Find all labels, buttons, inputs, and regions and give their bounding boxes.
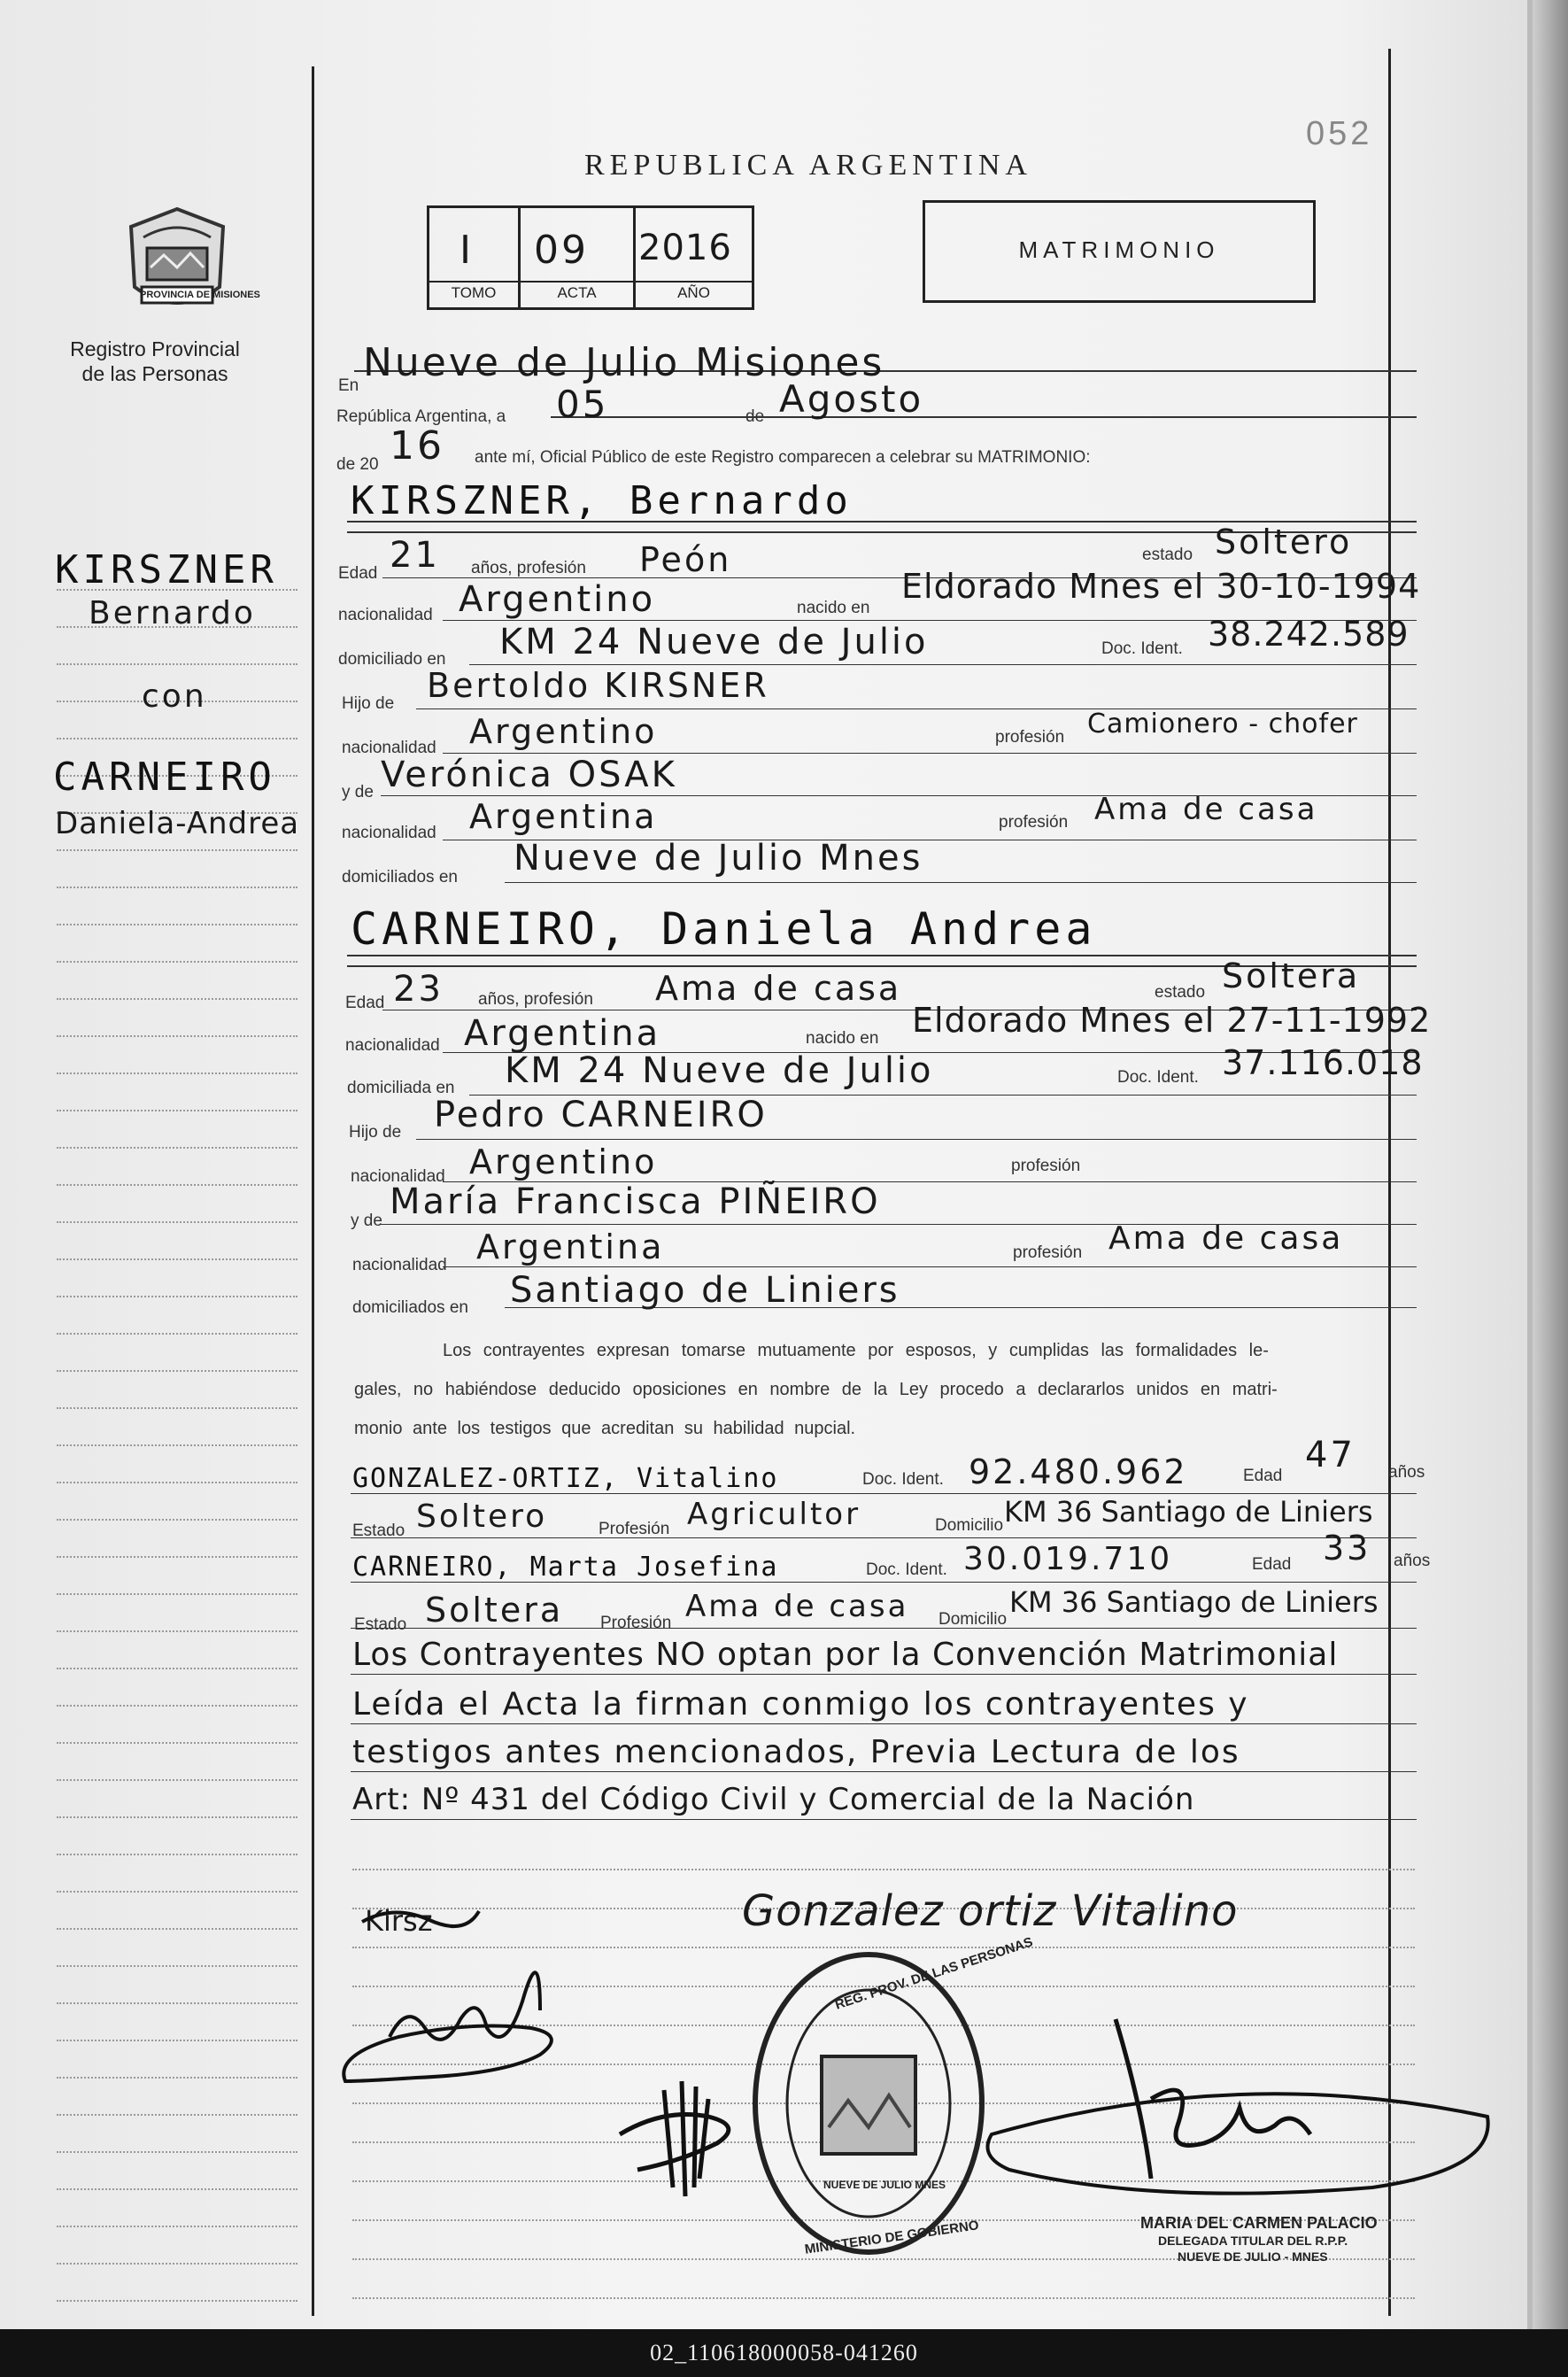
margin-dotted-line: [57, 2114, 297, 2116]
margin-dotted-line: [57, 1444, 297, 1446]
note-line-4: Art: Nº 431 del Código Civil y Comercial de la Nación: [352, 1782, 1195, 1817]
tomo-value: I: [460, 228, 474, 273]
margin-dotted-line: [57, 1035, 297, 1037]
bride-father: Pedro CARNEIRO: [434, 1095, 768, 1135]
bride-yde-label: y de: [351, 1212, 382, 1230]
book-edge: [1533, 0, 1568, 2329]
groom-hijo-label: Hijo de: [342, 694, 395, 713]
groom-signature: Kirsz: [365, 1904, 433, 1938]
groom-nac-label: nacionalidad: [338, 606, 433, 624]
margin-dotted-line: [57, 1928, 297, 1930]
witness2-edad: 33: [1323, 1529, 1371, 1568]
witness-signature: Gonzalez ortiz Vitalino: [742, 1886, 1239, 1936]
witness2-estado-label: Estado: [354, 1615, 407, 1634]
note-line-2: Leída el Acta la firman conmigo los contrayentes y: [352, 1686, 1249, 1723]
witness2-edad-label: Edad: [1252, 1555, 1292, 1574]
witness1-prof-label: Profesión: [599, 1520, 670, 1538]
bride-signature-icon: [328, 1922, 593, 2099]
groom-mother-prof: Ama de casa: [1094, 792, 1318, 827]
margin-dotted-line: [57, 2188, 297, 2190]
groom-profesion: Peón: [639, 540, 732, 579]
margin-dotted-line: [57, 1816, 297, 1818]
witness2-name: CARNEIRO, Marta Josefina: [352, 1552, 779, 1583]
registry-name-2: de las Personas: [81, 362, 228, 385]
acta-value: 09: [534, 228, 589, 273]
groom-father-prof: Camionero - chofer: [1087, 708, 1358, 739]
bride-nac-label: nacionalidad: [345, 1036, 440, 1055]
bride-estado-label: estado: [1155, 983, 1206, 1002]
witness1-name: GONZALEZ-ORTIZ, Vitalino: [352, 1463, 779, 1494]
intro-month: Agosto: [779, 377, 924, 421]
witness1-prof: Agricultor: [687, 1497, 861, 1532]
margin-dotted-line: [57, 1779, 297, 1781]
body-dotted-line: [352, 2297, 1415, 2299]
image-identifier: 02_110618000058-041260: [0, 2329, 1568, 2377]
witness1-edad: 47: [1305, 1435, 1356, 1475]
groom-padres-dom: Nueve de Julio Mnes: [514, 838, 923, 879]
country-title: REPUBLICA ARGENTINA: [584, 149, 1032, 182]
margin-dotted-line: [57, 849, 297, 851]
groom-mother: Verónica OSAK: [381, 755, 677, 795]
groom-domicilio: KM 24 Nueve de Julio: [499, 622, 929, 662]
groom-mother-nac: Argentina: [469, 797, 658, 836]
type-label: MATRIMONIO: [1018, 236, 1220, 263]
groom-mother-prof-label: profesión: [999, 813, 1069, 832]
intro-place: Nueve de Julio Misiones: [363, 340, 885, 385]
seal-outer-text: REG. PROV. DE LAS PERSONAS: [833, 1934, 1035, 2013]
bride-doc: 37.116.018: [1222, 1043, 1424, 1082]
margin-dotted-line: [57, 1333, 297, 1335]
bride-estado: Soltera: [1222, 956, 1361, 995]
tomo-label: TOMO: [451, 284, 497, 301]
margin-dotted-line: [57, 1519, 297, 1521]
note-line-1: Los Contrayentes NO optan por la Convención Matrimonial: [352, 1637, 1339, 1673]
margin-dotted-line: [57, 924, 297, 925]
margin-dotted-line: [57, 1072, 297, 1074]
groom-anos-label: años, profesión: [471, 559, 586, 577]
bride-father-nac-label: nacionalidad: [351, 1167, 445, 1186]
witness2-prof: Ama de casa: [685, 1589, 909, 1624]
official-name: MARIA DEL CARMEN PALACIO: [1140, 2214, 1378, 2232]
margin-dotted-line: [57, 1854, 297, 1855]
en-label: En: [338, 376, 359, 395]
margin-dotted-line: [57, 1258, 297, 1260]
bride-domicilio: KM 24 Nueve de Julio: [505, 1050, 934, 1091]
bride-father-nac: Argentino: [469, 1142, 658, 1181]
de-label: de: [745, 407, 765, 426]
intro-statement: ante mí, Oficial Público de este Registro comparecen a celebrar su MATRIMONIO:: [475, 448, 1091, 467]
witness1-anos-label: años: [1388, 1463, 1425, 1482]
registrar-signature-icon: [974, 2001, 1505, 2214]
bride-nacido: Eldorado Mnes el 27-11-1992: [912, 1001, 1432, 1040]
type-box: [923, 200, 1316, 303]
margin-groom-surname: KIRSZNER: [55, 547, 278, 592]
left-frame-line: [312, 66, 314, 2316]
margin-connector: con: [142, 678, 207, 715]
bride-full-name: CARNEIRO, Daniela Andrea: [351, 903, 1097, 955]
margin-dotted-line: [57, 1184, 297, 1186]
registry-name-1: Registro Provincial: [70, 337, 240, 360]
witness1-estado-label: Estado: [352, 1521, 406, 1540]
groom-father-nac-label: nacionalidad: [342, 739, 436, 757]
year-suffix: 16: [390, 423, 444, 468]
groom-father-nac: Argentino: [469, 712, 658, 751]
margin-dotted-line: [57, 1630, 297, 1632]
seal-bottom-text: MINISTERIO DE GOBIERNO: [803, 2218, 980, 2257]
witness2-dom: KM 36 Santiago de Liniers: [1009, 1585, 1379, 1619]
seal-inner-text: NUEVE DE JULIO MNES: [823, 2179, 946, 2191]
witness2-prof-label: Profesión: [600, 1614, 672, 1632]
bride-padres-dom-label: domiciliados en: [352, 1298, 468, 1317]
bride-father-prof-label: profesión: [1011, 1157, 1081, 1175]
bride-mother-nac-label: nacionalidad: [352, 1256, 447, 1274]
margin-dotted-line: [57, 2077, 297, 2079]
margin-dotted-line: [57, 2226, 297, 2227]
margin-dotted-line: [57, 1891, 297, 1893]
margin-dotted-line: [57, 1482, 297, 1483]
margin-dotted-line: [57, 2263, 297, 2265]
acta-label: ACTA: [557, 284, 597, 301]
witness2-doc-label: Doc. Ident.: [866, 1560, 947, 1579]
year-prefix: de 20: [336, 455, 379, 474]
witness1-dom-label: Domicilio: [935, 1516, 1004, 1535]
right-frame-line: [1388, 49, 1391, 2316]
margin-dotted-line: [57, 1556, 297, 1558]
anio-label: AÑO: [677, 284, 710, 301]
witness1-doc-label: Doc. Ident.: [862, 1470, 944, 1489]
page-number: 052: [1306, 115, 1373, 152]
margin-dotted-line: [57, 1965, 297, 1967]
bride-edad: 23: [393, 969, 444, 1010]
margin-dotted-line: [57, 1296, 297, 1297]
note-line-3: testigos antes mencionados, Previa Lectura de los: [352, 1734, 1240, 1770]
bride-profesion: Ama de casa: [655, 969, 902, 1008]
groom-doc: 38.242.589: [1208, 615, 1410, 654]
bride-dom-label: domiciliada en: [347, 1079, 455, 1097]
seal-text: PROVINCIA DE MISIONES: [140, 290, 260, 300]
bride-hijo-label: Hijo de: [349, 1123, 402, 1142]
official-signature-icon: [611, 2055, 753, 2205]
witness1-estado: Soltero: [416, 1498, 548, 1535]
margin-dotted-line: [57, 1668, 297, 1669]
bride-mother-nac: Argentina: [476, 1227, 665, 1266]
record-box: [427, 205, 754, 310]
margin-dotted-line: [57, 1407, 297, 1409]
margin-dotted-line: [57, 2040, 297, 2041]
margin-dotted-line: [57, 663, 297, 665]
bride-nacido-label: nacido en: [806, 1029, 879, 1048]
bride-doc-label: Doc. Ident.: [1117, 1068, 1199, 1087]
official-title: DELEGADA TITULAR DEL R.P.P.: [1158, 2234, 1348, 2248]
official-location: NUEVE DE JULIO - MNES: [1178, 2249, 1328, 2264]
margin-dotted-line: [57, 2002, 297, 2004]
witness2-estado: Soltera: [425, 1591, 564, 1630]
witness2-doc: 30.019.710: [963, 1541, 1173, 1577]
groom-nacido-label: nacido en: [797, 599, 870, 617]
coat-of-arms-icon: [124, 205, 230, 321]
bride-mother-prof-label: profesión: [1013, 1243, 1083, 1262]
margin-dotted-line: [57, 1705, 297, 1707]
witness1-edad-label: Edad: [1243, 1467, 1283, 1485]
margin-groom-name: Bernardo: [89, 595, 256, 631]
groom-yde-label: y de: [342, 783, 374, 801]
witness2-anos-label: años: [1394, 1552, 1431, 1570]
groom-padres-dom-label: domiciliados en: [342, 868, 458, 887]
bride-mother-prof: Ama de casa: [1108, 1220, 1344, 1257]
groom-estado: Soltero: [1215, 523, 1353, 561]
margin-dotted-line: [57, 998, 297, 1000]
groom-father: Bertoldo KIRSNER: [427, 666, 769, 705]
margin-dotted-line: [57, 1593, 297, 1595]
margin-dotted-line: [57, 1221, 297, 1223]
margin-dotted-line: [57, 2300, 297, 2302]
margin-dotted-line: [57, 961, 297, 963]
margin-dotted-line: [57, 2151, 297, 2153]
groom-edad-label: Edad: [338, 564, 378, 583]
margin-dotted-line: [57, 738, 297, 739]
republica-label: República Argentina, a: [336, 407, 506, 426]
groom-nacionalidad: Argentino: [459, 579, 656, 620]
groom-full-name: KIRSZNER, Bernardo: [351, 478, 853, 523]
margin-dotted-line: [57, 1370, 297, 1372]
bride-mother: María Francisca PIÑEIRO: [390, 1181, 881, 1222]
witness2-dom-label: Domicilio: [938, 1610, 1008, 1629]
body-dotted-line: [352, 1869, 1415, 1870]
bride-anos-label: años, profesión: [478, 990, 593, 1009]
groom-mother-nac-label: nacionalidad: [342, 824, 436, 842]
margin-dotted-line: [57, 887, 297, 888]
bride-edad-label: Edad: [345, 994, 385, 1012]
witness1-dom: KM 36 Santiago de Liniers: [1004, 1495, 1373, 1529]
groom-estado-label: estado: [1142, 546, 1193, 564]
intro-day: 05: [556, 383, 609, 426]
anio-value: 2016: [638, 228, 732, 268]
margin-bride-surname: CARNEIRO: [53, 755, 276, 800]
margin-dotted-line: [57, 1742, 297, 1744]
groom-dom-label: domiciliado en: [338, 650, 446, 669]
official-seal: [751, 1934, 1035, 2257]
margin-bride-name: Daniela-Andrea: [55, 806, 300, 841]
bride-nacionalidad: Argentina: [464, 1013, 661, 1054]
legal-line-2: gales, no habiéndose deducido oposiciones en nombre de la Ley procedo a declararlos unidos en matri-: [354, 1380, 1278, 1399]
witness1-doc: 92.480.962: [969, 1452, 1188, 1491]
margin-dotted-line: [57, 1147, 297, 1149]
margin-dotted-line: [57, 1110, 297, 1111]
groom-edad: 21: [390, 535, 440, 576]
groom-nacido: Eldorado Mnes el 30-10-1994: [901, 567, 1421, 606]
bride-padres-dom: Santiago de Liniers: [510, 1270, 900, 1311]
groom-father-prof-label: profesión: [995, 728, 1065, 747]
groom-doc-label: Doc. Ident.: [1101, 639, 1183, 658]
legal-line-3: monio ante los testigos que acreditan su habilidad nupcial.: [354, 1419, 856, 1438]
legal-line-1: Los contrayentes expresan tomarse mutuamente por esposos, y cumplidas las formalidades le-: [443, 1341, 1269, 1360]
